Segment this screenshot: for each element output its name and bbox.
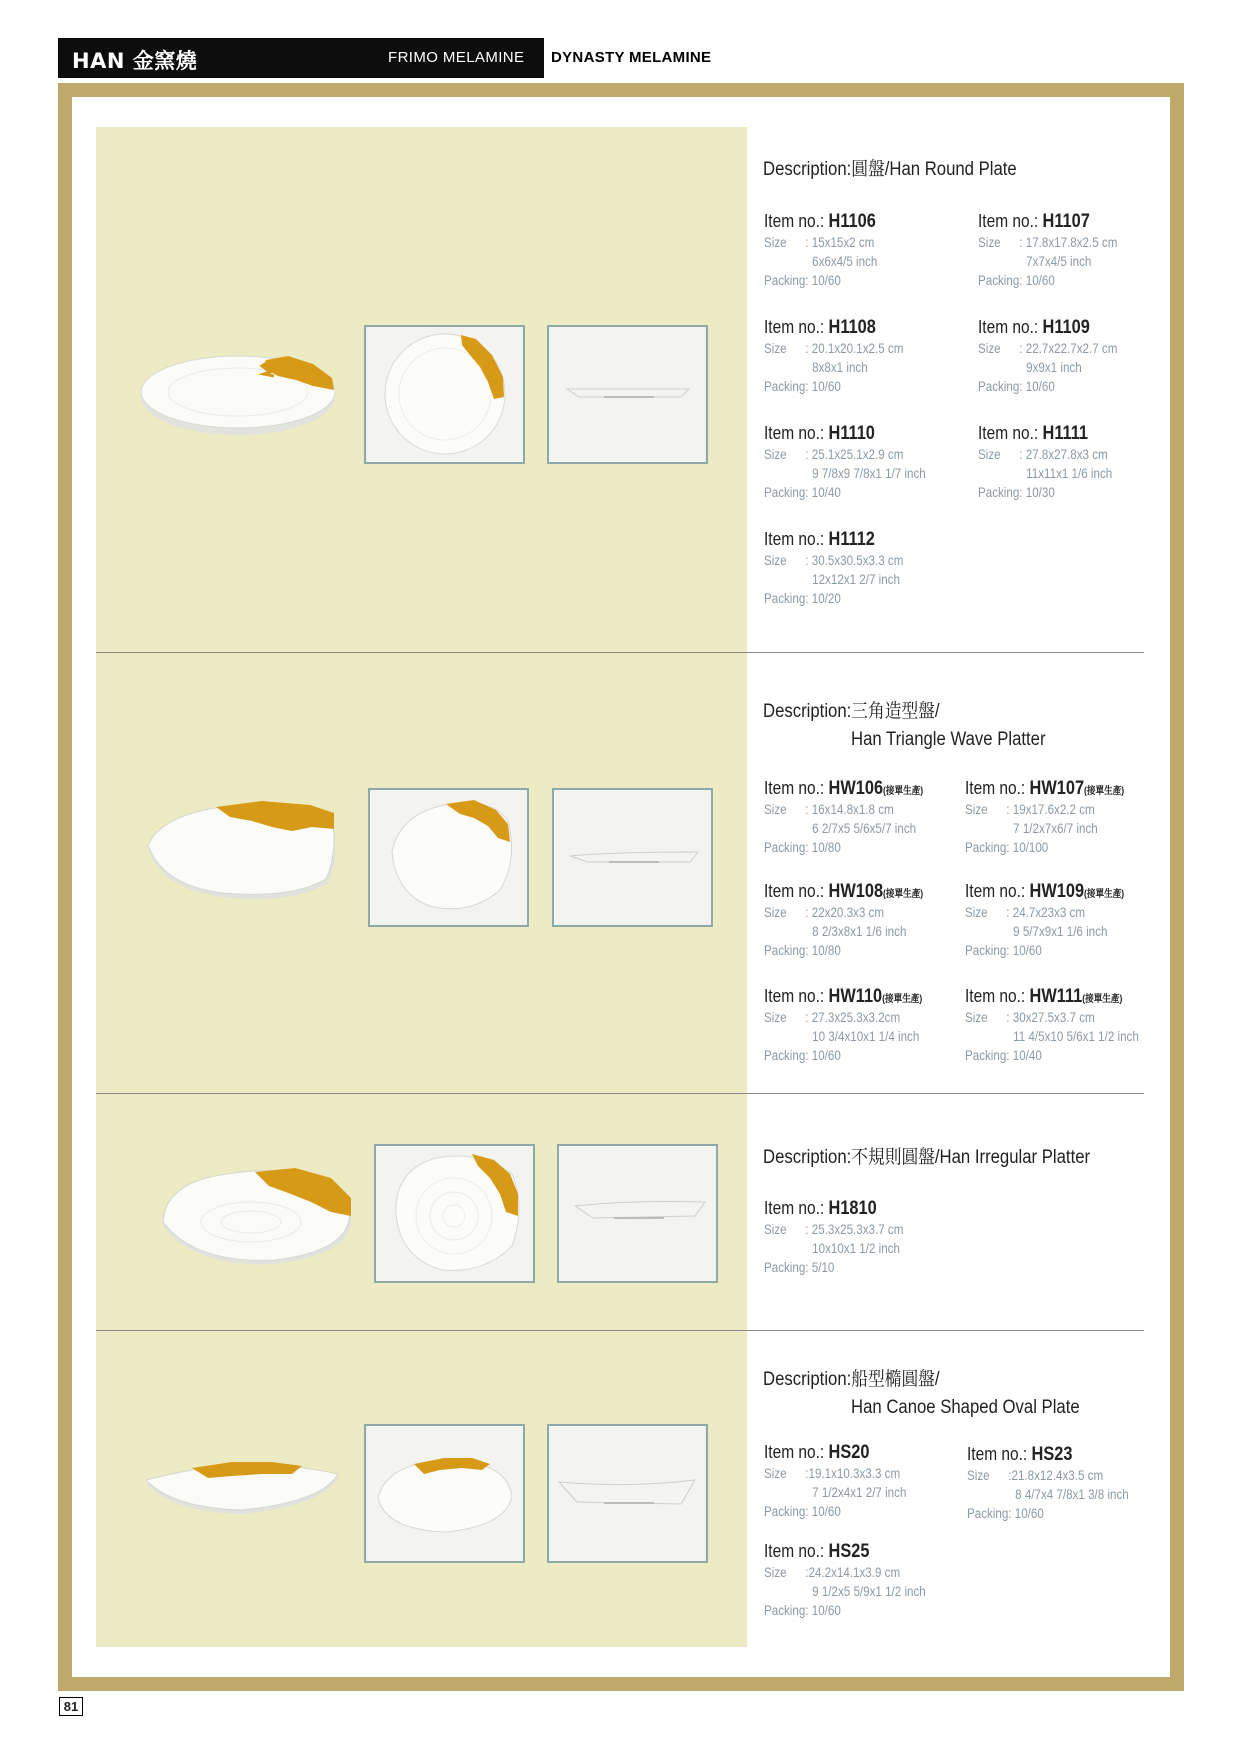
canoe-plate-side-image (547, 1424, 708, 1563)
product-spec-hw111: Item no.: HW111(接單生產) Size : 30x27.5x3.7 cm 11 4/5x10 5/6x1 1/2 inch Packing: 10/40 (965, 986, 1139, 1063)
product-spec-h1107: Item no.: H1107 Size : 17.8x17.8x2.5 cm 7x7x4/5 inch Packing: 10/60 (978, 211, 1118, 288)
section-divider (96, 652, 1144, 653)
irregular-platter-angle-image (155, 1156, 355, 1276)
triangle-platter-top-image (368, 788, 529, 927)
product-spec-h1110: Item no.: H1110 Size : 25.1x25.1x2.9 cm 9 7/8x9 7/8x1 1/7 inch Packing: 10/40 (764, 423, 926, 500)
section-description: Description:船型橢圓盤/ Han Canoe Shaped Oval Plate (763, 1369, 1080, 1418)
product-spec-hs20: Item no.: HS20 Size :19.1x10.3x3.3 cm 7 1/2x4x1 2/7 inch Packing: 10/60 (764, 1442, 907, 1519)
product-spec-hs23: Item no.: HS23 Size :21.8x12.4x3.5 cm 8 4/7x4 7/8x1 3/8 inch Packing: 10/60 (967, 1444, 1129, 1521)
product-spec-hw106: Item no.: HW106(接單生產) Size : 16x14.8x1.8 cm 6 2/7x5 5/6x5/7 inch Packing: 10/80 (764, 778, 924, 855)
product-spec-hw107: Item no.: HW107(接單生產) Size : 19x17.6x2.2 cm 7 1/2x7x6/7 inch Packing: 10/100 (965, 778, 1125, 855)
section-divider (96, 1330, 1144, 1331)
product-spec-h1109: Item no.: H1109 Size : 22.7x22.7x2.7 cm 9x9x1 inch Packing: 10/60 (978, 317, 1118, 394)
round-plate-angle-image (138, 330, 338, 440)
round-plate-side-image (547, 325, 708, 464)
triangle-platter-side-image (552, 788, 713, 927)
page-title: HAN 金窯燒 (72, 49, 198, 73)
triangle-platter-angle-image (142, 797, 342, 912)
canoe-plate-angle-image (142, 1448, 342, 1528)
product-spec-h1108: Item no.: H1108 Size : 20.1x20.1x2.5 cm 8x8x1 inch Packing: 10/60 (764, 317, 904, 394)
product-spec-h1112: Item no.: H1112 Size : 30.5x30.5x3.3 cm 12x12x1 2/7 inch Packing: 10/20 (764, 529, 904, 606)
irregular-platter-side-image (557, 1144, 718, 1283)
page-number: 81 (59, 1697, 83, 1716)
round-plate-top-image (364, 325, 525, 464)
header-bar (58, 38, 544, 78)
product-spec-h1810: Item no.: H1810 Size : 25.3x25.3x3.7 cm 10x10x1 1/2 inch Packing: 5/10 (764, 1198, 904, 1275)
section-description: Description:圓盤/Han Round Plate (763, 159, 1017, 180)
product-spec-h1111: Item no.: H1111 Size : 27.8x27.8x3 cm 11x11x1 1/6 inch Packing: 10/30 (978, 423, 1113, 500)
canoe-plate-top-image (364, 1424, 525, 1563)
section-description: Description:三角造型盤/ Han Triangle Wave Platter (763, 701, 1046, 750)
product-spec-h1106: Item no.: H1106 Size : 15x15x2 cm 6x6x4/5 inch Packing: 10/60 (764, 211, 878, 288)
product-spec-hs25: Item no.: HS25 Size :24.2x14.1x3.9 cm 9 1/2x5 5/9x1 1/2 inch Packing: 10/60 (764, 1541, 926, 1618)
section-description: Description:不規則圓盤/Han Irregular Platter (763, 1147, 1091, 1168)
product-spec-hw109: Item no.: HW109(接單生產) Size : 24.7x23x3 cm 9 5/7x9x1 1/6 inch Packing: 10/60 (965, 881, 1125, 958)
tab-frimo-melamine[interactable]: FRIMO MELAMINE (388, 49, 525, 66)
tab-dynasty-melamine[interactable]: DYNASTY MELAMINE (551, 49, 712, 66)
product-spec-hw110: Item no.: HW110(接單生產) Size : 27.3x25.3x3.2cm 10 3/4x10x1 1/4 inch Packing: 10/60 (764, 986, 923, 1063)
irregular-platter-top-image (374, 1144, 535, 1283)
section-divider (96, 1093, 1144, 1094)
product-spec-hw108: Item no.: HW108(接單生產) Size : 22x20.3x3 cm 8 2/3x8x1 1/6 inch Packing: 10/80 (764, 881, 924, 958)
